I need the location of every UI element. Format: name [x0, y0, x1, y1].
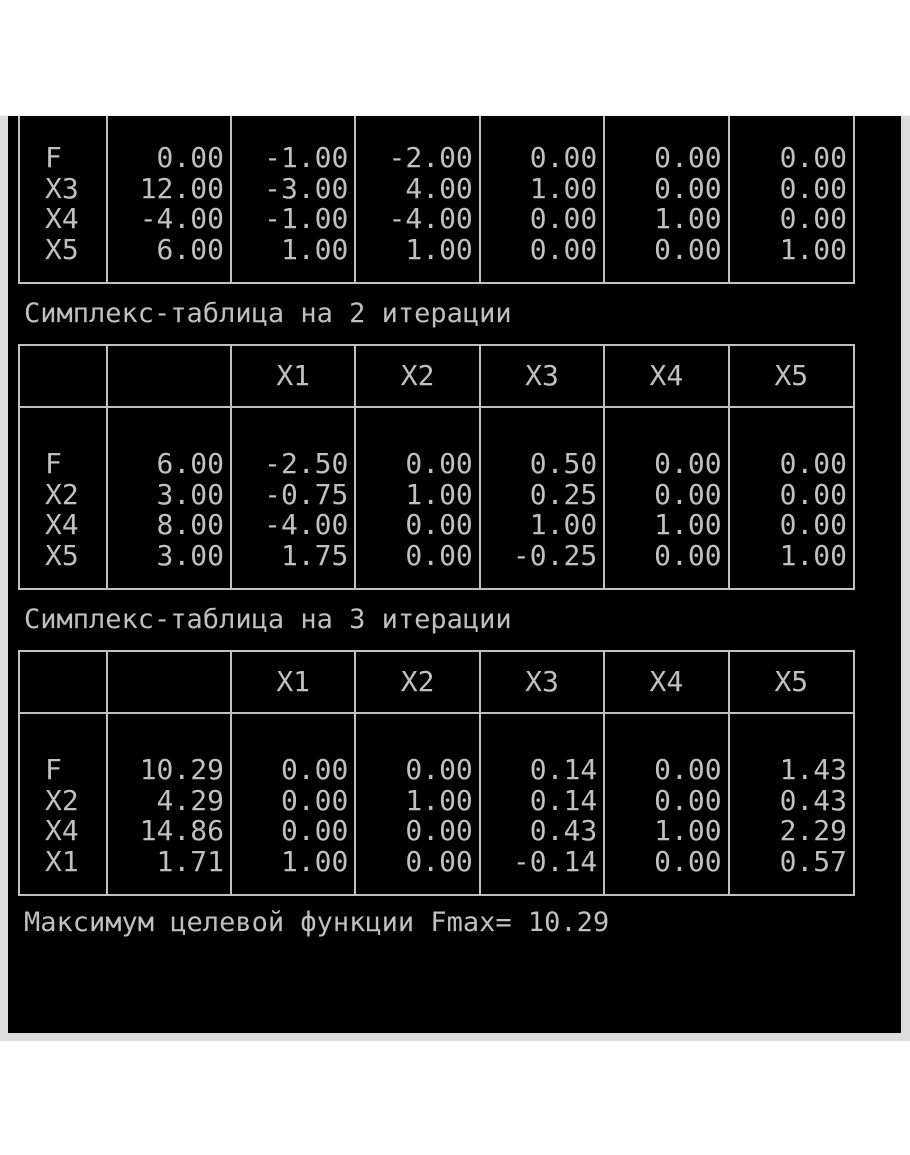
- table-row-label: X2: [45, 783, 79, 817]
- table-cell: 0.00: [654, 538, 722, 572]
- table-cell: 0.00: [779, 202, 848, 235]
- table-row-label: X2: [45, 477, 79, 511]
- column-header: X2: [400, 665, 435, 698]
- basis-column: [20, 714, 108, 894]
- column-header: X4: [649, 359, 684, 392]
- table-row-label: X5: [45, 232, 79, 266]
- iteration-2-caption: Симплекс-таблица на 2 итерации: [24, 298, 512, 329]
- table-cell: 14.86: [139, 814, 224, 847]
- table-cell: 0.00: [280, 783, 349, 817]
- simplex-table-iteration-3: [18, 650, 855, 896]
- basis-column: [20, 408, 108, 588]
- free-term-column: [108, 408, 232, 588]
- column-x5: [730, 714, 853, 894]
- console-output-area: [8, 116, 901, 1033]
- iteration-3-caption: Симплекс-таблица на 3 итерации: [24, 604, 512, 635]
- table-cell: -0.25: [512, 538, 598, 572]
- table-cell: 0.00: [654, 753, 722, 786]
- table-cell: 0.43: [529, 814, 598, 847]
- table-cell: 0.00: [779, 447, 848, 480]
- table-cell: 0.00: [156, 141, 224, 174]
- table-cell: 0.00: [654, 783, 722, 817]
- simplex-table-iteration-1: [18, 116, 855, 284]
- column-header: X1: [276, 359, 311, 392]
- table-cell: 0.43: [779, 783, 848, 817]
- table-cell: 0.00: [654, 232, 722, 266]
- table-cell: 1.71: [156, 844, 224, 878]
- table-cell: 1.00: [405, 477, 473, 511]
- table-cell: 0.50: [529, 447, 598, 480]
- table-cell: 1.75: [280, 538, 349, 572]
- table-cell: 0.00: [529, 202, 598, 235]
- table-row-label: F: [45, 141, 62, 174]
- column-header: X4: [649, 665, 684, 698]
- column-header: X5: [774, 359, 809, 392]
- table-cell: 0.00: [405, 447, 473, 480]
- table-cell: 8.00: [156, 508, 224, 541]
- simplex-table-iteration-2: [18, 344, 855, 590]
- table-cell: 0.00: [405, 814, 473, 847]
- table-cell: -2.00: [388, 141, 473, 174]
- table-cell: 3.00: [156, 538, 224, 572]
- table-cell: 2.29: [779, 814, 848, 847]
- table-cell: 0.00: [654, 171, 722, 205]
- column-x2: [356, 714, 480, 894]
- column-x2: [356, 408, 480, 588]
- column-header: X5: [774, 665, 809, 698]
- table-cell: 0.00: [779, 508, 848, 541]
- table-cell: 0.14: [529, 753, 598, 786]
- table-cell: 0.00: [405, 844, 473, 878]
- table-cell: 0.00: [654, 447, 722, 480]
- column-x3: [481, 408, 605, 588]
- table-cell: 0.57: [779, 844, 848, 878]
- table-cell: 1.00: [654, 202, 722, 235]
- table-cell: 0.00: [280, 753, 349, 786]
- table-row-label: X4: [45, 814, 79, 847]
- result-line: Максимум целевой функции Fmax= 10.29: [24, 907, 610, 938]
- column-x4: [605, 408, 729, 588]
- column-x3: [481, 116, 605, 282]
- table-header-row: [20, 346, 853, 408]
- table-cell: -4.00: [388, 202, 473, 235]
- table-cell: 0.00: [654, 477, 722, 511]
- table-cell: 0.00: [405, 508, 473, 541]
- column-x1: [232, 116, 356, 282]
- table-cell: 6.00: [156, 447, 224, 480]
- table-cell: -1.00: [264, 141, 349, 174]
- table-cell: 1.00: [405, 783, 473, 817]
- table-cell: 0.00: [779, 477, 848, 511]
- table-cell: 0.14: [529, 783, 598, 817]
- table-cell: 4.00: [405, 171, 473, 205]
- table-cell: -1.00: [264, 202, 349, 235]
- table-cell: -4.00: [264, 508, 349, 541]
- table-cell: 0.00: [529, 232, 598, 266]
- column-x5: [730, 116, 853, 282]
- table-cell: 12.00: [139, 171, 224, 205]
- table-cell: 3.00: [156, 477, 224, 511]
- basis-column: [20, 116, 108, 282]
- table-cell: 1.00: [654, 814, 722, 847]
- table-cell: 6.00: [156, 232, 224, 266]
- table-cell: 0.00: [779, 171, 848, 205]
- table-cell: 4.29: [156, 783, 224, 817]
- column-x4: [605, 714, 729, 894]
- table-row-label: F: [45, 753, 62, 786]
- table-cell: 1.00: [779, 232, 848, 266]
- table-cell: 0.00: [529, 141, 598, 174]
- free-term-column: [108, 714, 232, 894]
- table-cell: 10.29: [139, 753, 224, 786]
- column-header: X3: [525, 359, 559, 392]
- table-cell: 1.00: [280, 232, 349, 266]
- column-x1: [232, 714, 356, 894]
- column-header: X1: [276, 665, 311, 698]
- table-cell: 0.25: [529, 477, 598, 511]
- table-header-row: [20, 652, 853, 714]
- column-x4: [605, 116, 729, 282]
- table-row-label: X3: [45, 171, 79, 205]
- table-cell: -4.00: [139, 202, 224, 235]
- table-cell: 0.00: [280, 814, 349, 847]
- table-cell: -2.50: [264, 447, 349, 480]
- table-cell: -0.14: [512, 844, 598, 878]
- column-x5: [730, 408, 853, 588]
- column-x2: [356, 116, 480, 282]
- console-window-frame: [0, 115, 910, 1041]
- table-cell: 1.00: [405, 232, 473, 266]
- table-cell: 1.00: [779, 538, 848, 572]
- table-cell: 0.00: [405, 753, 473, 786]
- table-cell: 1.00: [280, 844, 349, 878]
- table-row-label: X5: [45, 538, 79, 572]
- column-x3: [481, 714, 605, 894]
- table-cell: 0.00: [654, 844, 722, 878]
- table-row-label: X4: [45, 202, 79, 235]
- table-cell: -0.75: [264, 477, 349, 511]
- table-cell: 1.43: [779, 753, 848, 786]
- column-x1: [232, 408, 356, 588]
- table-cell: 0.00: [779, 141, 848, 174]
- table-cell: 1.00: [529, 508, 598, 541]
- free-term-column: [108, 116, 232, 282]
- table-row-label: X4: [45, 508, 79, 541]
- table-cell: 1.00: [654, 508, 722, 541]
- table-row-label: F: [45, 447, 62, 480]
- table-cell: 1.00: [529, 171, 598, 205]
- table-cell: 0.00: [405, 538, 473, 572]
- column-header: X2: [400, 359, 435, 392]
- table-cell: -3.00: [264, 171, 349, 205]
- table-row-label: X1: [45, 844, 79, 878]
- column-header: X3: [525, 665, 559, 698]
- table-cell: 0.00: [654, 141, 722, 174]
